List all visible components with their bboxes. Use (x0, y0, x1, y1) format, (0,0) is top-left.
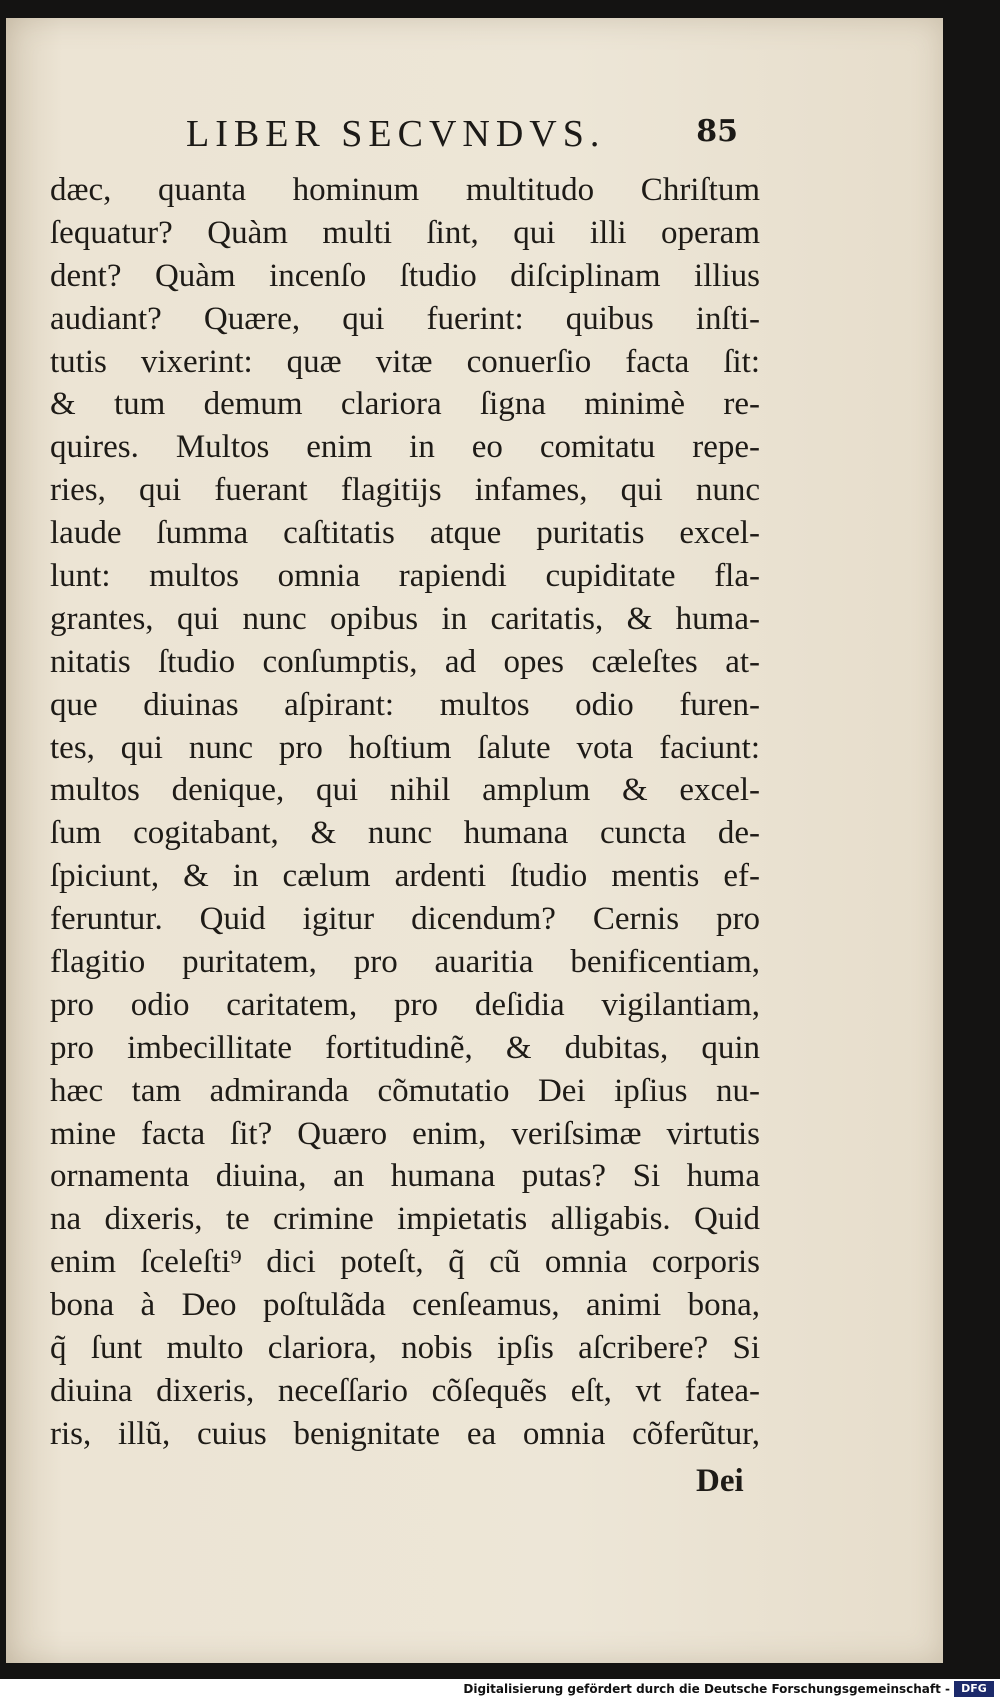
text-line: pro odio caritatem, pro deſidia vigilantiam, (50, 986, 760, 1023)
text-line: ris, illũ, cuius benignitate ea omnia cõferũtur, (50, 1415, 760, 1452)
catchword: Dei (696, 1463, 744, 1499)
text-line: hæc tam admiranda cõmutatio Dei ipſius nu- (50, 1072, 760, 1109)
text-line: enim ſceleſti⁹ dici poteſt, q̃ cũ omnia corporis (50, 1244, 760, 1281)
page-header (186, 106, 738, 166)
text-line: tes, qui nunc pro hoſtium ſalute vota faciunt: (50, 729, 760, 766)
running-head: LIBER SECVNDVS. (186, 113, 606, 155)
text-line: lunt: multos omnia rapiendi cupiditate fla- (50, 558, 760, 595)
text-line: ſequatur? Quàm multi ſint, qui illi operam (50, 214, 760, 251)
text-line: ornamenta diuina, an humana putas? Si huma (50, 1158, 760, 1195)
text-line: audiant? Quære, qui fuerint: quibus inſti- (50, 300, 760, 337)
text-line: dent? Quàm incenſo ſtudio diſciplinam illius (50, 257, 760, 294)
text-line: grantes, qui nunc opibus in caritatis, & huma- (50, 600, 760, 637)
text-line: feruntur. Quid igitur dicendum? Cernis pro (50, 901, 760, 938)
text-line: pro imbecillitate fortitudinẽ, & dubitas, quin (50, 1029, 760, 1066)
text-line: ries, qui fuerant flagitijs infames, qui nunc (50, 472, 760, 509)
text-line: multos denique, qui nihil amplum & excel- (50, 772, 760, 809)
body-text (50, 169, 760, 1456)
text-line: na dixeris, te crimine impietatis alligabis. Quid (50, 1201, 760, 1238)
text-line: dæc, quanta hominum multitudo Chriſtum (50, 172, 760, 208)
text-line: q̃ ſunt multo clariora, nobis ipſis aſcribere? Si (50, 1330, 760, 1367)
text-line: quires. Multos enim in eo comitatu repe- (50, 429, 760, 466)
book-page (6, 18, 943, 1663)
dfg-logo: DFG (954, 1681, 994, 1697)
text-line: nitatis ſtudio conſumptis, ad opes cæleſtes at- (50, 643, 760, 680)
page-number: 85 (696, 114, 738, 149)
text-line: bona à Deo poſtulãda cenſeamus, animi bona, (50, 1287, 760, 1324)
text-line: ſum cogitabant, & nunc humana cuncta de- (50, 815, 760, 852)
footer-bar (0, 1679, 1000, 1701)
text-line: mine facta ſit? Quæro enim, veriſsimæ virtutis (50, 1115, 760, 1152)
text-line: que diuinas aſpirant: multos odio furen- (50, 686, 760, 723)
text-line: ſpiciunt, & in cælum ardenti ſtudio mentis ef- (50, 858, 760, 895)
funding-credit: Digitalisierung gefördert durch die Deutsche Forschungsgemeinschaft - (463, 1682, 950, 1696)
text-line: & tum demum clariora ſigna minimè re- (50, 386, 760, 423)
text-line: flagitio puritatem, pro auaritia benificentiam, (50, 944, 760, 981)
text-line: diuina dixeris, neceſſario cõſequẽs eſt, vt fatea- (50, 1372, 760, 1409)
text-line: tutis vixerint: quæ vitæ conuerſio facta ſit: (50, 343, 760, 380)
text-line: laude ſumma caſtitatis atque puritatis excel- (50, 515, 760, 552)
